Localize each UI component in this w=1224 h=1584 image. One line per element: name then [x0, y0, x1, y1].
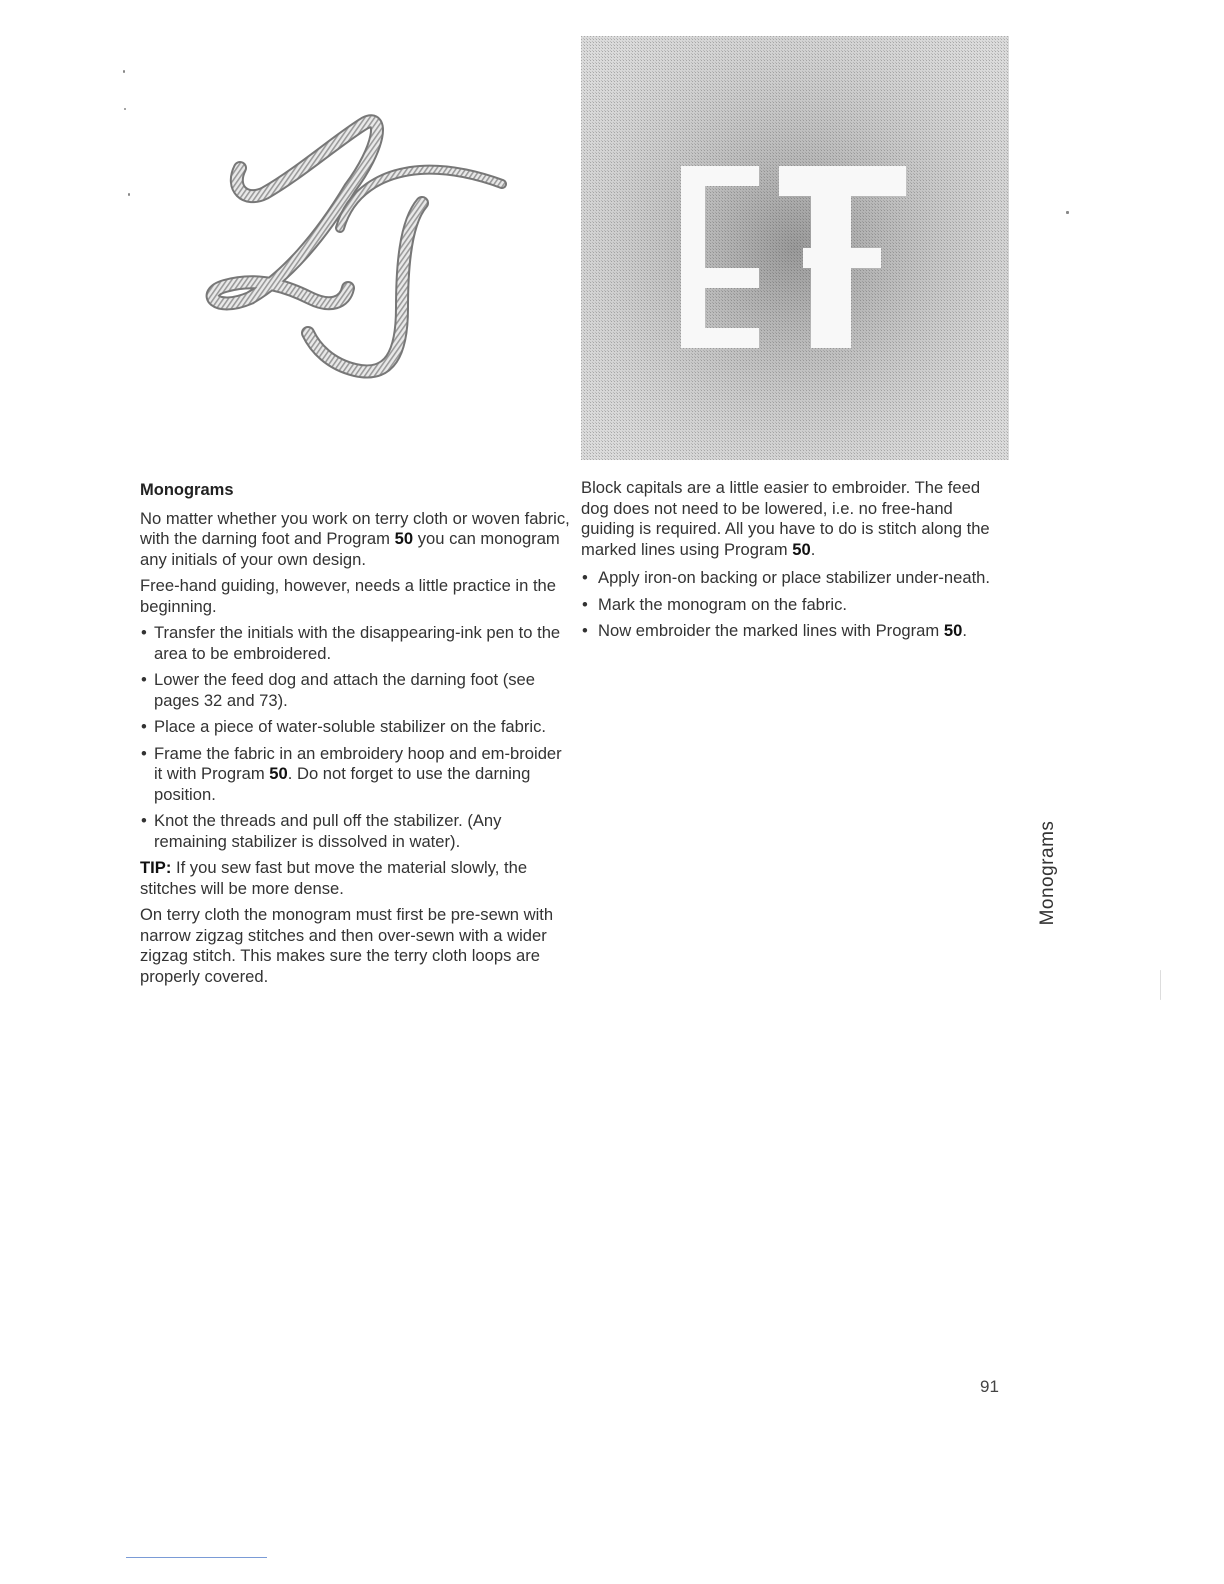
- block-text: Block capitals are a little easier to embroider. The feed dog does not need to be lowered, i.e. no free-hand guiding is required. All you have to do is stitch along the marked lines using Program: [581, 478, 990, 559]
- section-heading: Monograms: [140, 481, 234, 499]
- list-item: • Lower the feed dog and attach the darning foot (see pages 32 and 73).: [140, 670, 570, 711]
- tip-paragraph: [140, 858, 570, 899]
- block-monogram-photo: [581, 36, 1009, 460]
- footnote-rule: [126, 1557, 267, 1558]
- steps-list: [140, 623, 570, 852]
- list-item: • Apply iron-on backing or place stabilizer under-neath.: [581, 568, 1001, 589]
- program-number: 50: [792, 539, 811, 559]
- intro-text: No matter whether you work on terry cloth or woven fabric, with the darning foot and Program: [140, 508, 570, 548]
- program-number: 50: [269, 764, 288, 783]
- list-item: • Transfer the initials with the disappearing-ink pen to the area to be embroidered.: [140, 623, 570, 664]
- intro-paragraph: [140, 509, 570, 571]
- scan-speck: [128, 193, 130, 196]
- intro-text-end: you can monogram any initials of your own design.: [140, 529, 560, 569]
- right-column: [581, 478, 1001, 648]
- block-capitals-paragraph: [581, 478, 1001, 560]
- terry-cloth-note: On terry cloth the monogram must first be pre-sewn with narrow zigzag stitches and then over-sewn with a wider zigzag stitch. This makes sure the terry cloth loops are properly covered.: [140, 905, 554, 986]
- scan-speck: [1160, 970, 1161, 1000]
- list-item: • Knot the threads and pull off the stabilizer. (Any remaining stabilizer is dissolved in water).: [140, 811, 570, 852]
- block-steps-list: [581, 568, 1001, 642]
- tip-label: TIP:: [140, 858, 172, 877]
- list-item: • Place a piece of water-soluble stabilizer on the fabric.: [140, 717, 570, 738]
- list-item: • Mark the monogram on the fabric.: [581, 595, 1001, 616]
- scan-speck: [124, 108, 126, 110]
- scan-speck: [1066, 211, 1069, 214]
- practice-paragraph: Free-hand guiding, however, needs a little practice in the beginning.: [140, 576, 557, 616]
- program-number: 50: [943, 621, 963, 640]
- program-number: 50: [394, 529, 414, 548]
- scan-speck: [123, 70, 125, 73]
- list-item: [140, 744, 570, 806]
- step-text: Frame the fabric in an embroidery hoop and em-broider it with Program: [154, 743, 562, 783]
- side-tab: [1008, 808, 1088, 938]
- left-column: [140, 480, 570, 993]
- page-number: 91: [980, 1377, 999, 1396]
- list-item: [581, 621, 1001, 642]
- block-letters-caption: [1009, 36, 1010, 37]
- block-text-end: .: [810, 539, 816, 559]
- script-monogram-illustration: [190, 108, 520, 398]
- side-tab-label: Monograms: [1037, 820, 1058, 926]
- step-text-end: .: [962, 621, 967, 640]
- step-text-end: . Do not forget to use the darning position.: [154, 764, 531, 804]
- embroidery-fabric-icon: [581, 36, 1009, 460]
- step-text: Now embroider the marked lines with Program: [598, 621, 940, 640]
- tip-text: If you sew fast but move the material slowly, the stitches will be more dense.: [140, 858, 528, 898]
